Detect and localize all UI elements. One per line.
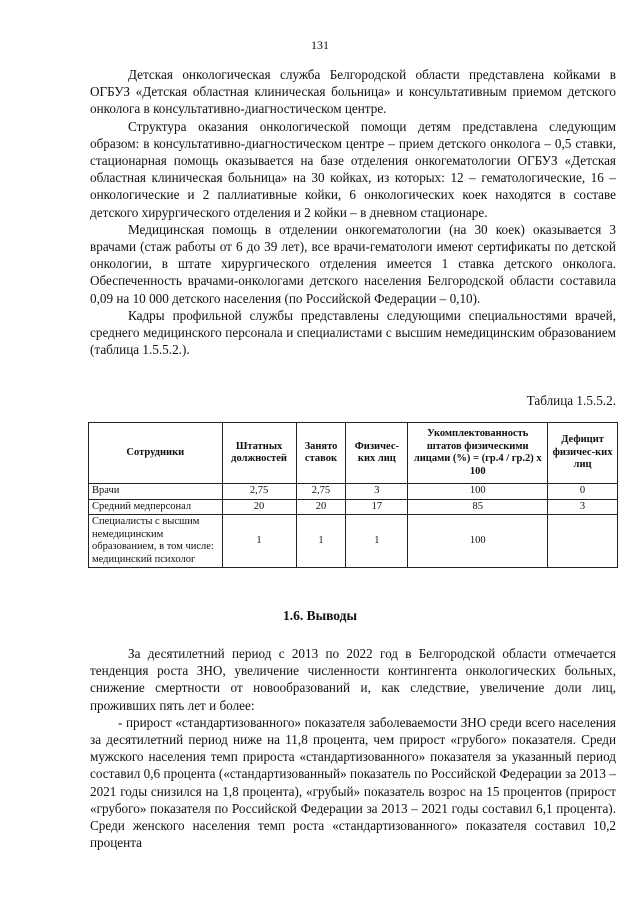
table-caption: Таблица 1.5.5.2. — [526, 393, 616, 408]
table-cell — [548, 515, 618, 568]
table-cell: 100 — [408, 515, 548, 568]
paragraph: За десятилетний период с 2013 по 2022 год в Белгородской области отмечается тенденция роста ЗНО, увеличение численности контингента онкологических больных, снижение смертности от новообразований и, как следствие, увеличение доли лиц, проживших пять лет и более: — [90, 646, 616, 713]
table-header-row — [89, 423, 618, 484]
section-title: 1.6. Выводы — [282, 608, 358, 623]
table-cell: 100 — [408, 484, 548, 500]
table-cell: 85 — [408, 499, 548, 515]
table-cell: 1 — [222, 515, 296, 568]
table-row — [89, 515, 618, 568]
table-cell: Врачи — [89, 484, 223, 500]
paragraph: Детская онкологическая служба Белгородской области представлена койками в ОГБУЗ «Детская областная клиническая больница» и консультативным приемом детского онколога в консультативно-диагностическом центре. — [90, 67, 616, 117]
bullet-paragraph: - прирост «стандартизованного» показателя заболеваемости ЗНО среди всего населения за десятилетний период ниже на 11,8 процента, чем прирост «грубого» показателя. Среди мужского населения темп прироста «стандартизованного» показателя за указанный период составил 0,6 процента («стандартизованный» показатель по Российской Федерации за 2013 – 2021 годы снизился на 1,8 процента), «грубый» показатель возрос на 15 процентов (прирост «грубого» показателя по Российской Федерации за 2013 – 2021 годы составил 6,1 процента). Среди женского населения темп роста «стандартизованного» показателя составил 10,2 процента — [90, 714, 616, 851]
staffing-table — [88, 422, 618, 568]
table-header-cell: Штатных должностей — [222, 423, 296, 484]
table-row — [89, 484, 618, 500]
table-header-cell: Сотрудники — [89, 423, 223, 484]
table-cell: 1 — [346, 515, 408, 568]
table-cell: 20 — [222, 499, 296, 515]
table-header-cell: Занято ставок — [296, 423, 346, 484]
table-cell: 2,75 — [222, 484, 296, 500]
page-number: 131 — [311, 38, 329, 52]
table-header-cell: Дефицит физичес-ких лиц — [548, 423, 618, 484]
table-cell: 0 — [548, 484, 618, 500]
paragraph: Структура оказания онкологической помощи детям представлена следующим образом: в консультативно-диагностическом центре – прием детского онколога – 0,5 ставки, стационарная помощь оказывается на базе отделения онкогематологии ОГБУЗ «Детская областная клиническая больница» на 30 койках, из которых: 12 – гематологические, 16 – онкологические и 2 паллиативные койки, 6 онкологических коек находятся в составе детского хирургического отделения и 2 койки – в дневном стационаре. — [90, 118, 616, 220]
table-header-cell: Физичес-ких лиц — [346, 423, 408, 484]
table-cell: 3 — [548, 499, 618, 515]
table-cell: 3 — [346, 484, 408, 500]
table-cell: 20 — [296, 499, 346, 515]
body-text — [90, 66, 616, 358]
table-header-cell: Укомплектованность штатов физическими лицами (%) = (гр.4 / гр.2) х 100 — [408, 423, 548, 484]
conclusions-text — [90, 645, 616, 851]
table-cell: 1 — [296, 515, 346, 568]
paragraph: Кадры профильной службы представлены следующими специальностями врачей, среднего медицинского персонала и специалистами с высшим немедицинским образованием (таблица 1.5.5.2.). — [90, 307, 616, 358]
paragraph: Медицинская помощь в отделении онкогематологии (на 30 коек) оказывается 3 врачами (стаж работы от 6 до 39 лет), все врачи-гематологи имеют сертификаты по детской онкологии, в штате хирургического отделения имеется 1 ставка детского онколога. Обеспеченность врачами-онкологами детского населения Белгородской области составила 0,09 на 10 000 детского населения (по Российской Федерации – 0,10). — [90, 221, 616, 306]
table-cell: Средний медперсонал — [89, 499, 223, 515]
table-row — [89, 499, 618, 515]
table-cell: 2,75 — [296, 484, 346, 500]
table-cell: Специалисты с высшим немедицинским образованием, в том числе: медицинский психолог — [89, 515, 223, 568]
table-cell: 17 — [346, 499, 408, 515]
